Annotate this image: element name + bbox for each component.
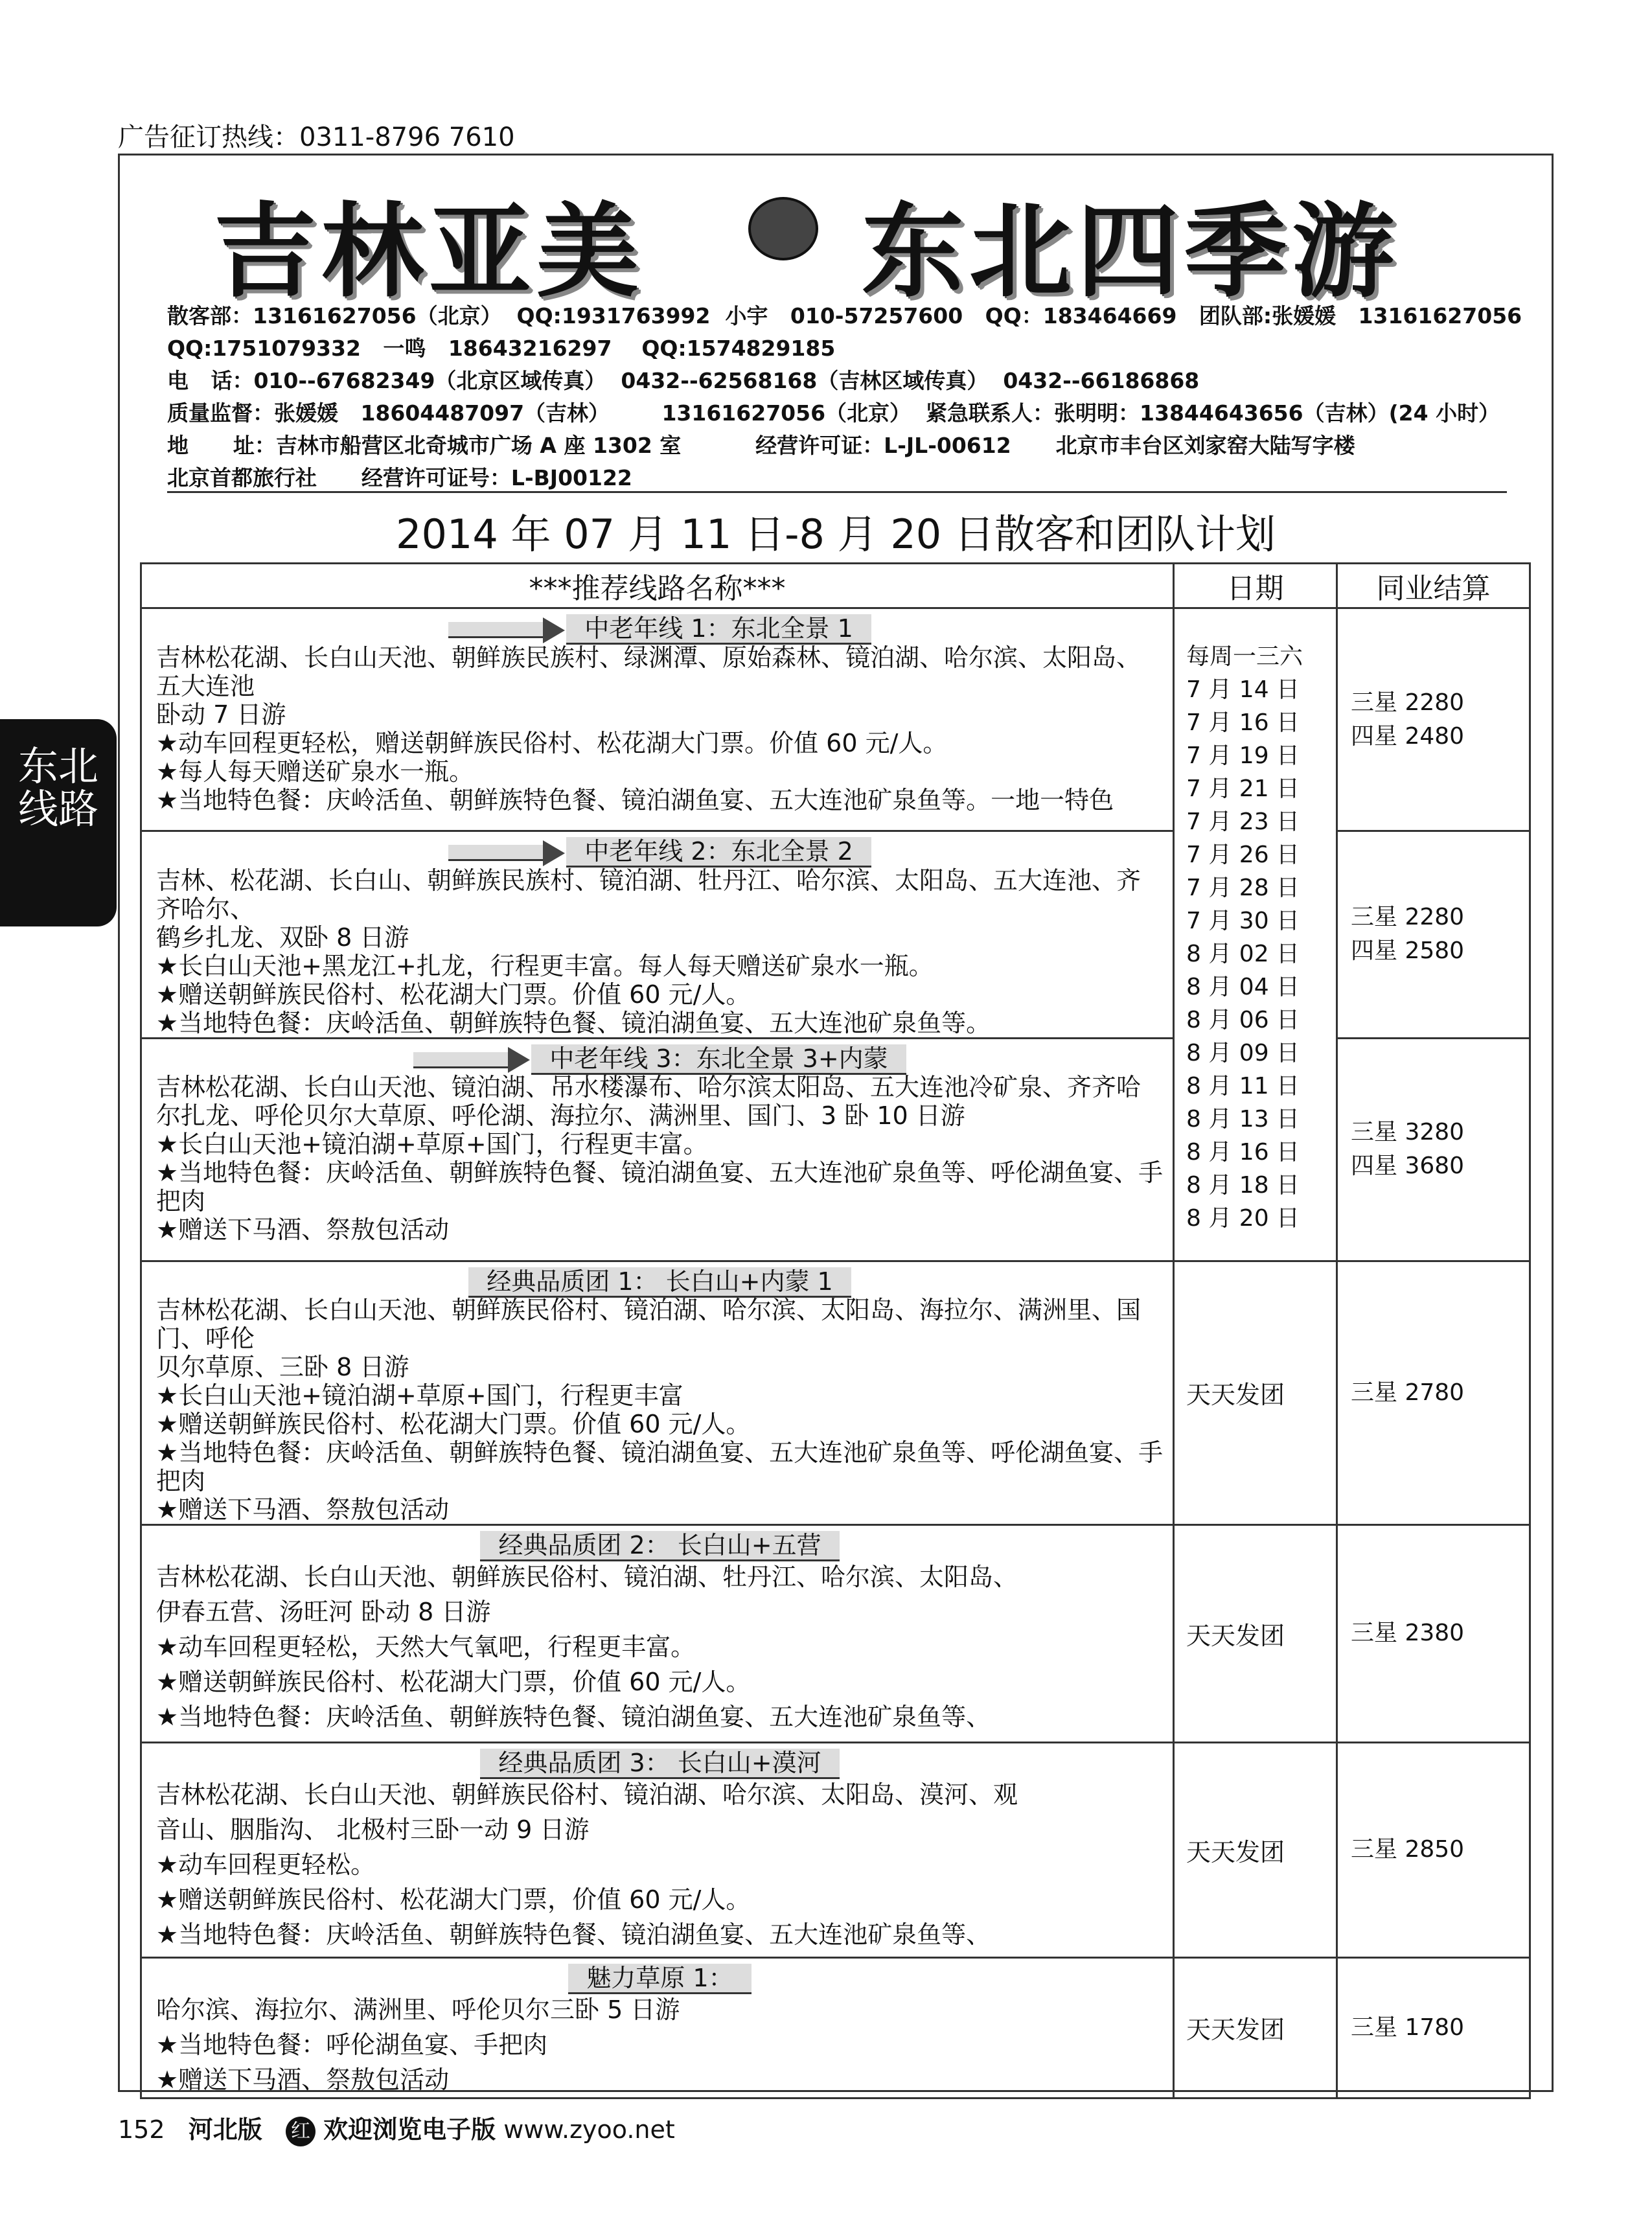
route-line: ★赠送下马酒、祭敖包活动 — [156, 1495, 450, 1524]
price-item: 三星 2780 — [1351, 1379, 1465, 1406]
route-line: ★赠送朝鲜族民俗村、松花湖大门票。价值 60 元/人。 — [156, 1409, 751, 1438]
route-line: ★当地特色餐：庆岭活鱼、朝鲜族特色餐、镜泊湖鱼宴、五大连池矿泉鱼等。一地一特色 — [156, 785, 1114, 814]
contact-line: 地 址：吉林市船营区北奇城市广场 A 座 1302 室 经营许可证：L-JL-00612 北京市丰台区刘家窑大陆写字楼 — [167, 433, 1355, 458]
price-item: 四星 2480 — [1351, 722, 1465, 750]
date-item: 8 月 04 日 — [1186, 974, 1300, 1000]
footer-slogan: 欢迎浏览电子版 — [323, 2115, 496, 2144]
contact-line: 北京首都旅行社 经营许可证号：L-BJ00122 — [167, 465, 632, 490]
table-row — [141, 1957, 1530, 2098]
date-cell: 天天发团 — [1174, 1524, 1337, 1742]
price-cell — [1337, 1038, 1530, 1261]
route-cell — [141, 1957, 1174, 2098]
route-name: 经典品质团 3： 长白山+漠河 — [480, 1749, 839, 1779]
route-table — [140, 562, 1529, 2094]
route-line: 音山、胭脂沟、 北极村三卧一动 9 日游 — [156, 1815, 590, 1844]
date-item: 7 月 16 日 — [1186, 709, 1300, 736]
date-item: 8 月 16 日 — [1186, 1139, 1300, 1166]
contact-line: QQ:1751079332 一鸣 18643216297 QQ:1574829185 — [167, 336, 836, 361]
contact-line: 电 话：010--67682349（北京区域传真） 0432--62568168（吉林区域传真） 0432--66186868 — [167, 368, 1200, 393]
date-cell: 天天发团 — [1174, 1261, 1337, 1524]
footer — [118, 2110, 675, 2146]
route-cell — [141, 1524, 1174, 1742]
arrow-icon — [413, 1052, 508, 1068]
arrow-head-icon — [543, 840, 565, 866]
header-date: 日期 — [1174, 564, 1337, 608]
ad-hotline: 广告征订热线：0311-8796 7610 — [118, 122, 515, 152]
route-line: ★动车回程更轻松。 — [156, 1850, 376, 1879]
price-cell — [1337, 1261, 1530, 1524]
logo-icon: 红 — [286, 2117, 315, 2146]
price-cell — [1337, 1742, 1530, 1957]
price-cell — [1337, 608, 1530, 831]
contact-line: 散客部：13161627056（北京） QQ:1931763992 小宇 010-57257600 QQ：183464669 团队部:张媛媛 13161627056 — [167, 303, 1522, 328]
route-line: 贝尔草原、三卧 8 日游 — [156, 1352, 409, 1381]
route-line: ★当地特色餐：庆岭活鱼、朝鲜族特色餐、镜泊湖鱼宴、五大连池矿泉鱼等、 — [156, 1920, 991, 1949]
title-right: 东北四季游 — [862, 192, 1399, 312]
header-price: 同业结算 — [1337, 564, 1530, 608]
arrow-icon — [448, 622, 543, 638]
date-item: 7 月 23 日 — [1186, 809, 1300, 835]
arrow-head-icon — [508, 1047, 530, 1073]
edition-label: 河北版 — [188, 2115, 262, 2144]
footer-url[interactable]: www.zyoo.net — [503, 2115, 675, 2144]
date-cell: 天天发团 — [1174, 1742, 1337, 1957]
arrow-head-icon — [543, 617, 565, 643]
route-line: ★赠送朝鲜族民俗村、松花湖大门票。价值 60 元/人。 — [156, 980, 751, 1009]
route-line: ★当地特色餐：呼伦湖鱼宴、手把肉 — [156, 2030, 548, 2059]
page-number: 152 — [118, 2115, 165, 2144]
route-line: ★当地特色餐：庆岭活鱼、朝鲜族特色餐、镜泊湖鱼宴、五大连池矿泉鱼等、 — [156, 1702, 991, 1731]
price-item: 三星 2280 — [1351, 689, 1465, 716]
date-item: 8 月 11 日 — [1186, 1073, 1300, 1099]
table-header — [141, 564, 1530, 608]
brand-title — [207, 170, 1490, 312]
route-line: ★长白山天池+黑龙江+扎龙，行程更丰富。每人每天赠送矿泉水一瓶。 — [156, 951, 934, 980]
date-item: 7 月 28 日 — [1186, 875, 1300, 901]
side-tab-label: 东北线路 — [17, 742, 98, 833]
date-item: 8 月 18 日 — [1186, 1172, 1300, 1199]
price-cell — [1337, 831, 1530, 1039]
route-line: ★动车回程更轻松，天然大气氧吧，行程更丰富。 — [156, 1632, 696, 1661]
date-item: 7 月 19 日 — [1186, 742, 1300, 769]
route-line: ★赠送朝鲜族民俗村、松花湖大门票，价值 60 元/人。 — [156, 1885, 751, 1914]
route-cell — [141, 1742, 1174, 1957]
route-line: ★赠送下马酒、祭敖包活动 — [156, 1215, 450, 1244]
contact-line: 质量监督：张媛媛 18604487097（吉林） 13161627056（北京） 紧急联系人：张明明：13844643656（吉林）(24 小时） — [167, 400, 1500, 426]
route-line: ★赠送朝鲜族民俗村、松花湖大门票，价值 60 元/人。 — [156, 1667, 751, 1696]
route-line: ★赠送下马酒、祭敖包活动 — [156, 2065, 450, 2094]
date-item: 8 月 13 日 — [1186, 1106, 1300, 1132]
route-line: ★长白山天池+镜泊湖+草原+国门，行程更丰富 — [156, 1381, 683, 1410]
date-item: 7 月 14 日 — [1186, 676, 1300, 703]
date-item: 每周一三六 — [1186, 643, 1303, 670]
route-line: ★动车回程更轻松，赠送朝鲜族民俗村、松花湖大门票。价值 60 元/人。 — [156, 728, 948, 757]
route-line: 吉林松花湖、长白山天池、朝鲜族民俗村、镜泊湖、哈尔滨、太阳岛、海拉尔、满洲里、国门、呼伦 — [156, 1295, 1141, 1353]
route-line: ★长白山天池+镜泊湖+草原+国门，行程更丰富。 — [156, 1130, 708, 1158]
route-line: ★当地特色餐：庆岭活鱼、朝鲜族特色餐、镜泊湖鱼宴、五大连池矿泉鱼等。 — [156, 1008, 991, 1037]
route-line: ★当地特色餐：庆岭活鱼、朝鲜族特色餐、镜泊湖鱼宴、五大连池矿泉鱼等、呼伦湖鱼宴、手把肉 — [156, 1438, 1164, 1495]
route-cell — [141, 831, 1174, 1039]
title-dot-icon — [748, 197, 818, 260]
price-item: 三星 2280 — [1351, 904, 1465, 931]
route-cell — [141, 1261, 1174, 1524]
route-name: 经典品质团 2： 长白山+五营 — [480, 1531, 839, 1561]
route-line: 吉林松花湖、长白山天池、朝鲜族民俗村、镜泊湖、牡丹江、哈尔滨、太阳岛、 — [156, 1562, 1018, 1591]
table-row — [141, 1742, 1530, 1957]
route-line: 吉林松花湖、长白山天池、镜泊湖、吊水楼瀑布、哈尔滨太阳岛、五大连池冷矿泉、齐齐哈尔扎龙、呼伦贝尔大草原、呼伦湖、海拉尔、满洲里、国门、3 卧 10 日游 — [156, 1073, 1141, 1130]
price-cell — [1337, 1957, 1530, 2098]
price-item: 四星 3680 — [1351, 1153, 1465, 1179]
date-item: 7 月 30 日 — [1186, 908, 1300, 934]
route-line: 卧动 7 日游 — [156, 700, 286, 729]
price-item: 四星 2580 — [1351, 937, 1465, 965]
date-item: 7 月 26 日 — [1186, 842, 1300, 868]
route-name: 魅力草原 1： — [568, 1964, 751, 1994]
date-cell: 天天发团 — [1174, 1957, 1337, 2098]
route-name: 中老年线 3：东北全景 3+内蒙 — [531, 1044, 906, 1075]
date-item: 8 月 02 日 — [1186, 941, 1300, 967]
price-cell — [1337, 1524, 1530, 1742]
price-item: 三星 2850 — [1351, 1836, 1465, 1863]
date-item: 8 月 09 日 — [1186, 1040, 1300, 1066]
route-line: ★当地特色餐：庆岭活鱼、朝鲜族特色餐、镜泊湖鱼宴、五大连池矿泉鱼等、呼伦湖鱼宴、手把肉 — [156, 1158, 1164, 1215]
route-cell — [141, 1038, 1174, 1261]
plan-title: 2014 年 07 月 11 日-8 月 20 日散客和团队计划 — [396, 511, 1276, 558]
arrow-icon — [448, 845, 543, 861]
header-route: ***推荐线路名称*** — [141, 564, 1174, 608]
table-row — [141, 1261, 1530, 1524]
title-left: 吉林亚美 — [214, 192, 644, 312]
route-line: 哈尔滨、海拉尔、满洲里、呼伦贝尔三卧 5 日游 — [156, 1995, 680, 2024]
route-line: 吉林、松花湖、长白山、朝鲜族民族村、镜泊湖、牡丹江、哈尔滨、太阳岛、五大连池、齐齐哈尔、 — [156, 866, 1141, 923]
route-name: 经典品质团 1： 长白山+内蒙 1 — [468, 1267, 851, 1298]
date-list — [1174, 608, 1337, 1261]
price-item: 三星 1780 — [1351, 2014, 1465, 2041]
route-line: ★每人每天赠送矿泉水一瓶。 — [156, 757, 474, 786]
route-line: 伊春五营、汤旺河 卧动 8 日游 — [156, 1597, 491, 1626]
route-line: 吉林松花湖、长白山天池、朝鲜族民俗村、镜泊湖、哈尔滨、太阳岛、漠河、观 — [156, 1780, 1018, 1809]
route-name: 中老年线 1：东北全景 1 — [566, 614, 871, 645]
date-item: 7 月 21 日 — [1186, 776, 1300, 802]
route-cell — [141, 608, 1174, 831]
price-item: 三星 3280 — [1351, 1119, 1465, 1145]
table-row — [141, 1524, 1530, 1742]
table-row — [141, 608, 1530, 831]
header-divider — [167, 491, 1507, 493]
route-name: 中老年线 2：东北全景 2 — [566, 837, 871, 868]
price-item: 三星 2380 — [1351, 1620, 1465, 1646]
route-line: 鹤乡扎龙、双卧 8 日游 — [156, 923, 409, 952]
route-line: 吉林松花湖、长白山天池、朝鲜族民族村、绿渊潭、原始森林、镜泊湖、哈尔滨、太阳岛、五大连池 — [156, 643, 1141, 700]
side-tab — [0, 719, 117, 926]
date-item: 8 月 20 日 — [1186, 1205, 1300, 1232]
date-item: 8 月 06 日 — [1186, 1007, 1300, 1033]
